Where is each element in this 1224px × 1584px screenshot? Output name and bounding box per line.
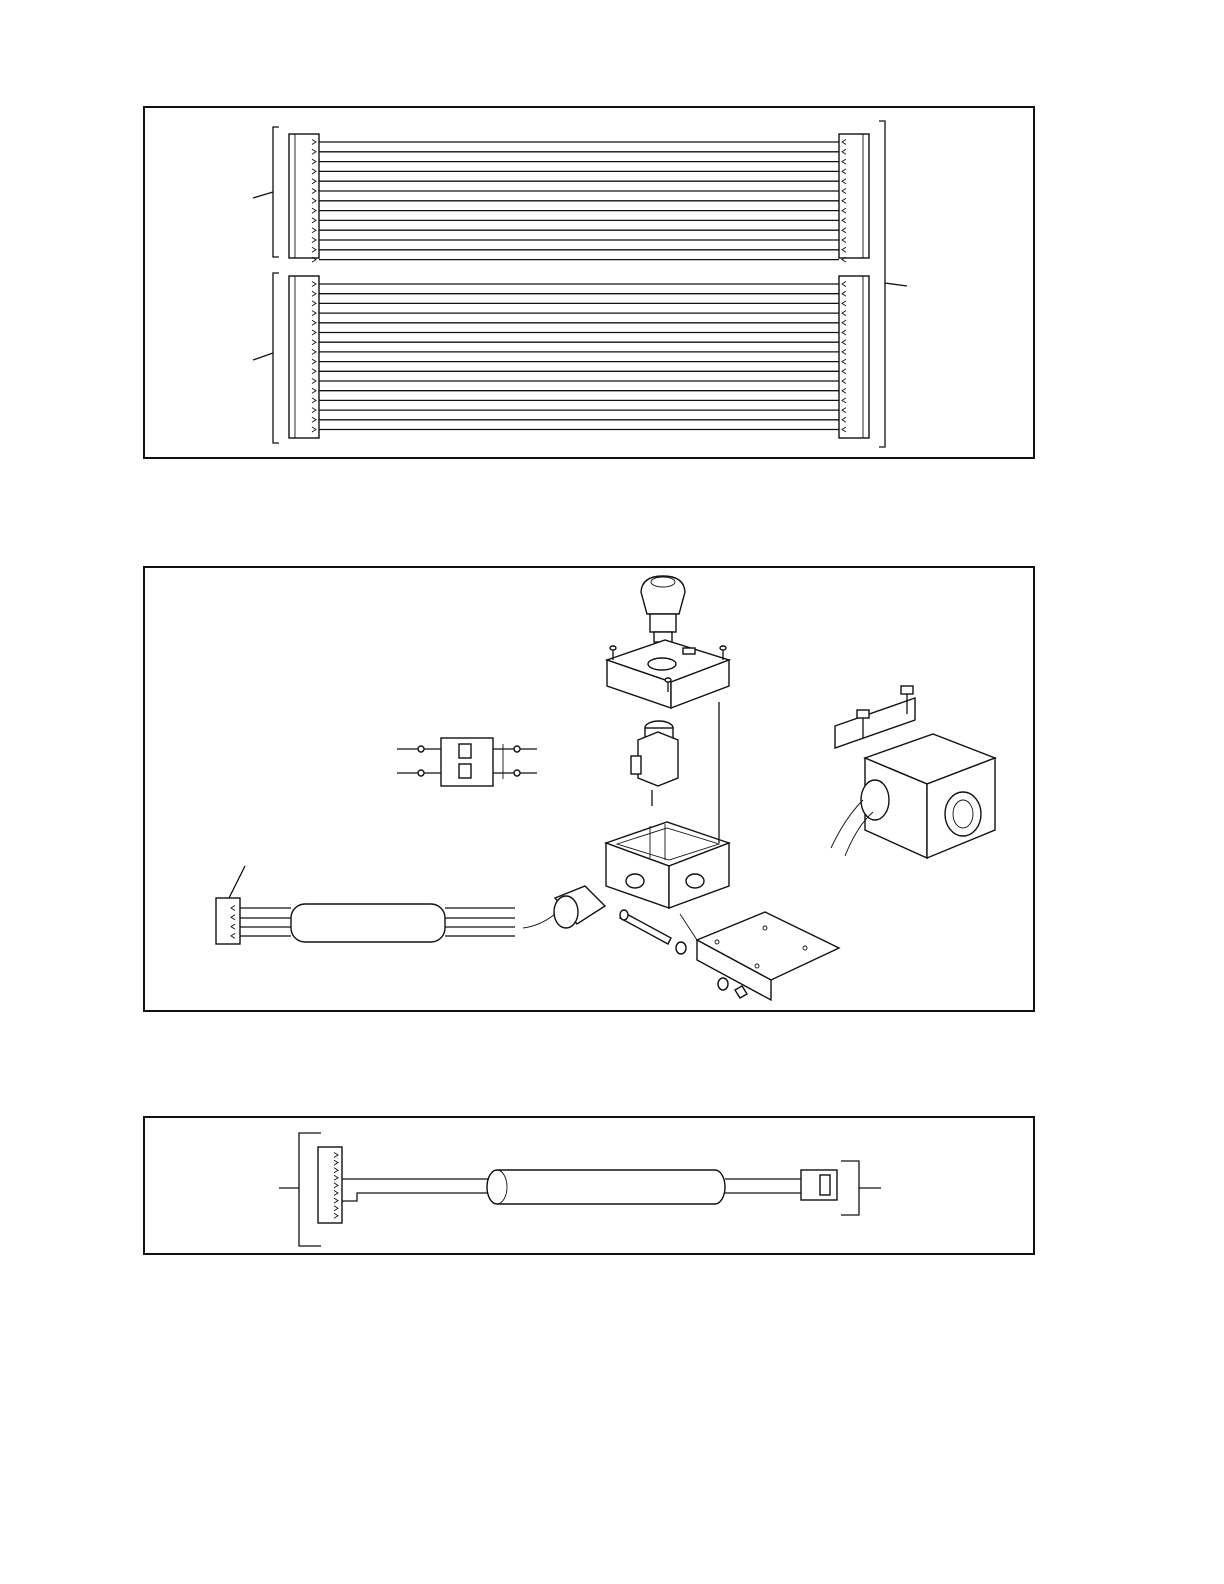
jumper-two-pin-connector	[801, 1170, 837, 1200]
jumper-cable-body	[342, 1170, 801, 1204]
estop-cable-assembly	[216, 866, 515, 944]
jumper-cable-drawing	[145, 1118, 1037, 1257]
contact-block-schematic	[397, 738, 537, 786]
ribbon-cable-diagram-panel	[143, 106, 1035, 459]
left-bracket-lower	[253, 273, 279, 443]
mushroom-pushbutton	[641, 576, 685, 642]
jumper-multi-pin-connector	[318, 1147, 342, 1223]
right-bracket	[879, 121, 907, 447]
assembled-estop-station	[831, 686, 995, 858]
ribbon-wires	[319, 142, 839, 430]
left-ribbon-connector	[289, 276, 319, 438]
jumper-left-bracket	[279, 1133, 321, 1246]
right-ribbon-connector	[839, 276, 869, 438]
left-bracket-upper	[253, 127, 279, 257]
contact-block	[631, 721, 678, 806]
jumper-cable-diagram-panel	[143, 1116, 1035, 1255]
estop-station-diagram-panel	[143, 566, 1035, 1012]
estop-station-drawing	[145, 568, 1037, 1014]
cable-gland	[523, 886, 605, 928]
jumper-right-bracket	[841, 1161, 881, 1215]
mounting-bracket	[680, 912, 839, 1000]
ribbon-connectors	[289, 134, 869, 438]
ribbon-cable-drawing	[145, 108, 1037, 461]
enclosure-lid	[607, 640, 729, 708]
